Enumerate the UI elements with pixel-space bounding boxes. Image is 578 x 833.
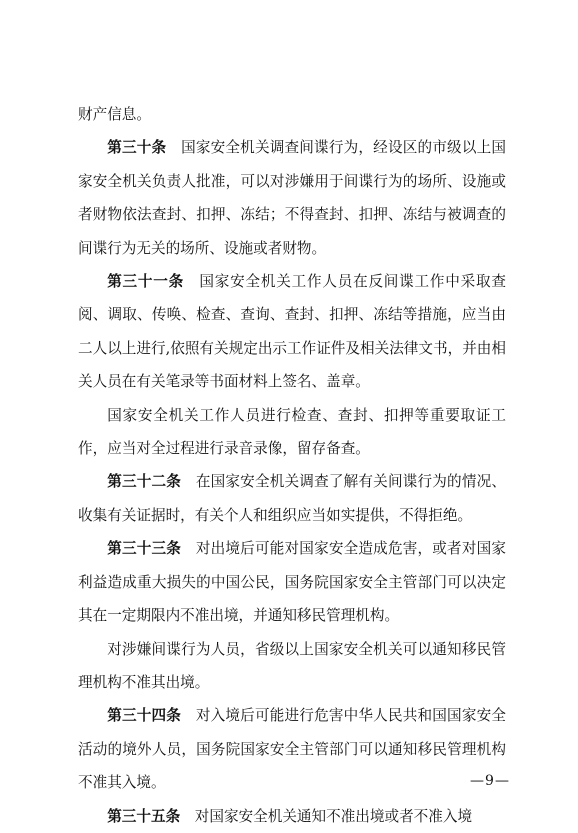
- article-heading: 第三十三条: [107, 540, 182, 558]
- article-heading: 第三十一条: [107, 273, 185, 291]
- paragraph-1: [78, 98, 506, 131]
- paragraph-6: [78, 532, 506, 632]
- paragraph-text: 国家安全机关工作人员进行检查、查封、扣押等重要取证工作，应当对全过程进行录音录像，留存备查。: [78, 406, 506, 458]
- paragraph-text: 在国家安全机关调查了解有关间谍行为的情况、收集有关证据时，有关个人和组织应当如实提供，不得拒绝。: [78, 473, 506, 524]
- paragraph-text: 对涉嫌间谍行为人员，省级以上国家安全机关可以通知移民管理机构不准其出境。: [78, 640, 506, 691]
- article-heading: 第三十条: [107, 139, 167, 157]
- paragraph-2: [78, 131, 506, 265]
- page-number: —9—: [470, 773, 510, 789]
- paragraph-text: 国家安全机关调查间谍行为，经设区的市级以上国家安全机关负责人批准，可以对涉嫌用于间谍行为的场所、设施或者财物依法查封、扣押、冻结；不得查封、扣押、冻结与被调查的间谍行为无关的场所、设施或者财物。: [78, 139, 506, 257]
- paragraph-3: [78, 265, 506, 399]
- paragraph-text: 对入境后可能进行危害中华人民共和国国家安全活动的境外人员，国务院国家安全主管部门可以通知移民管理机构不准其入境。: [78, 707, 506, 792]
- body-text: [78, 98, 506, 833]
- paragraph-text: 国家安全机关工作人员在反间谍工作中采取查阅、调取、传唤、检查、查询、查封、扣押、冻结等措施，应当由二人以上进行,依照有关规定出示工作证件及相关法律文书，并由相关人员在有关笔录等书面材料上签名、盖章。: [78, 273, 506, 391]
- paragraph-text: 对国家安全机关通知不准出境或者不准入境: [180, 807, 473, 825]
- paragraph-5: [78, 465, 506, 532]
- paragraph-8: [78, 699, 506, 799]
- paragraph-text: 对出境后可能对国家安全造成危害，或者对国家利益造成重大损失的中国公民，国务院国家安全主管部门可以决定其在一定期限内不准出境，并通知移民管理机构。: [78, 540, 506, 625]
- paragraph-9: [78, 800, 506, 833]
- paragraph-4: [78, 399, 506, 466]
- paragraph-7: [78, 633, 506, 700]
- article-heading: 第三十五条: [107, 807, 181, 825]
- article-heading: 第三十四条: [107, 707, 182, 725]
- paragraph-text: 财产信息。: [78, 106, 151, 123]
- article-heading: 第三十二条: [107, 473, 182, 491]
